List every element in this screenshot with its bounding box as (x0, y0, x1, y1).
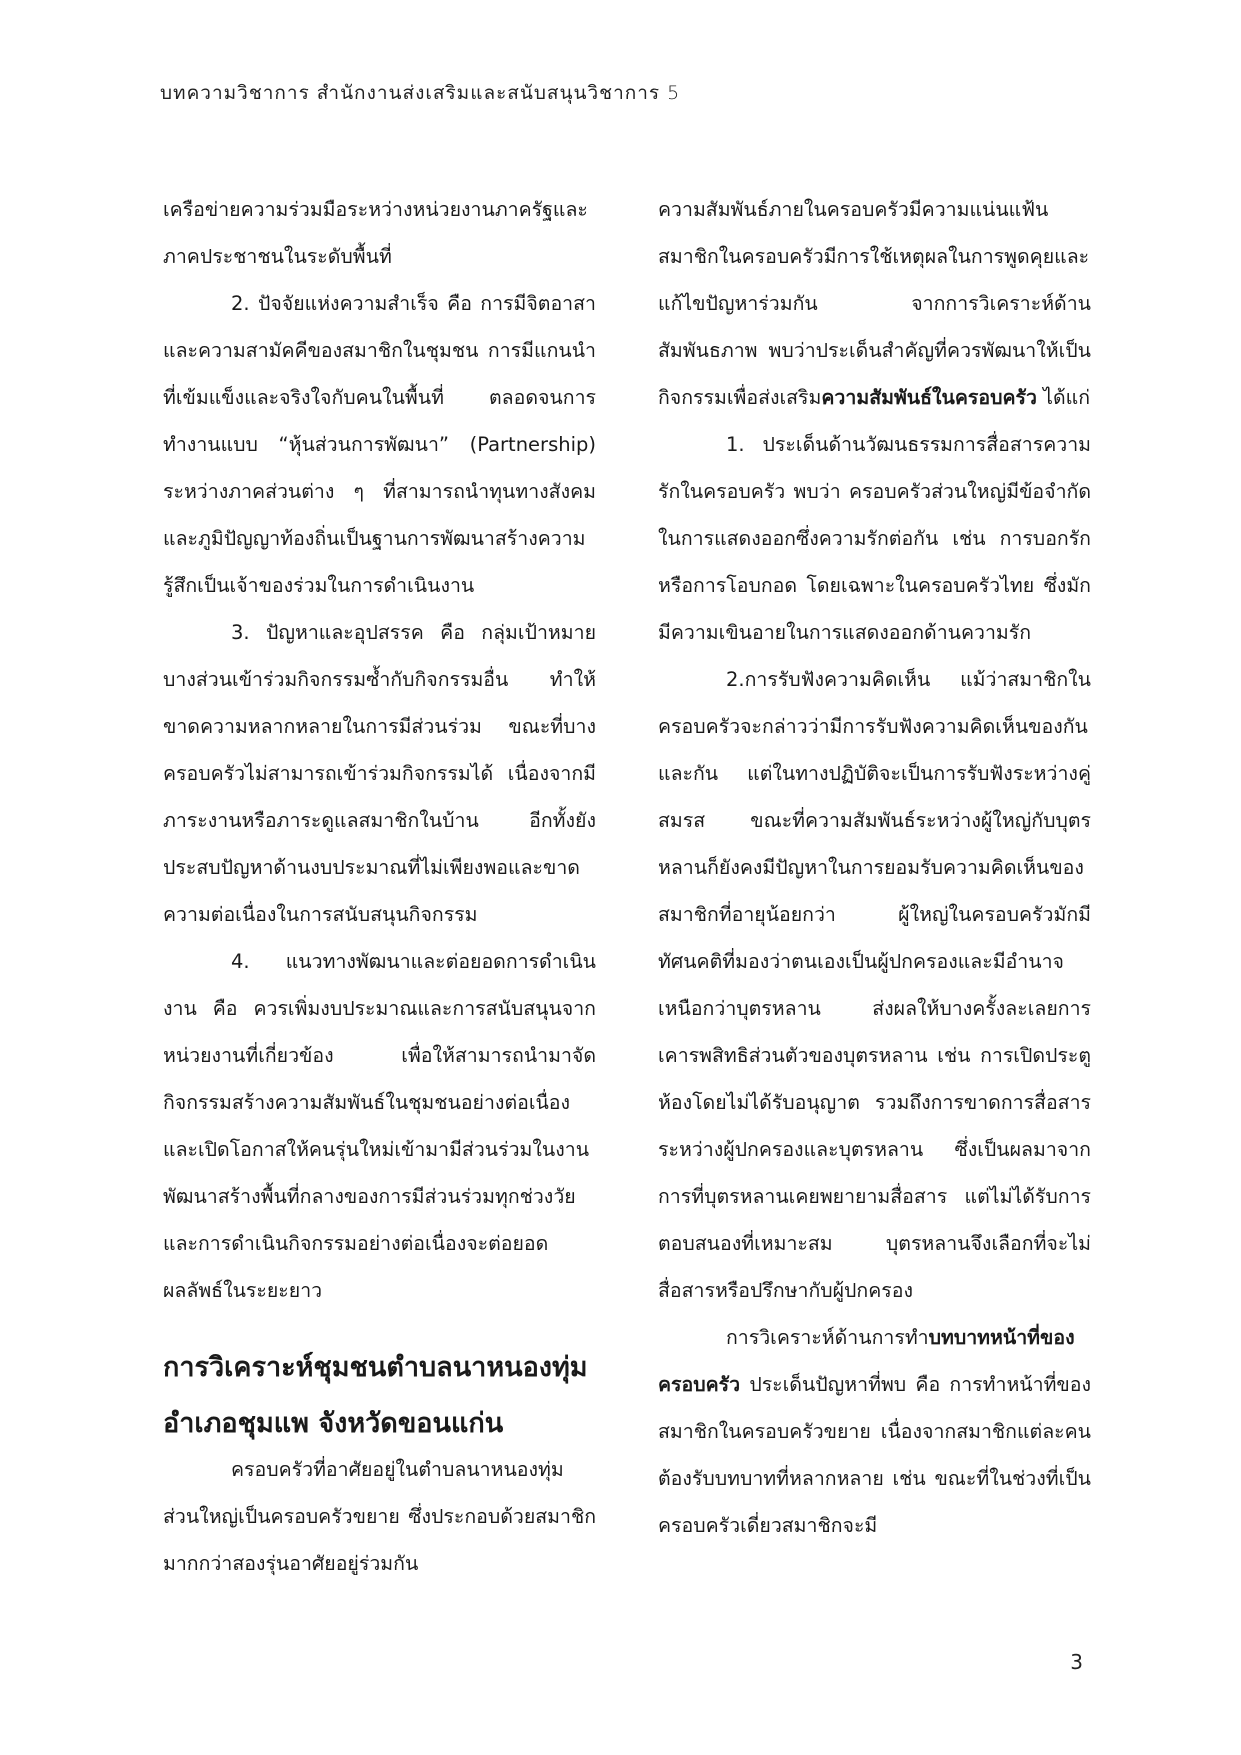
paragraph: 4. แนวทางพัฒนาและต่อยอดการดำเนินงาน คือ ควรเพิ่มงบประมาณและการสนับสนุนจากหน่วยงานที่เกี่ยวข้อง เพื่อให้สามารถนำมาจัดกิจกรรมสร้างความสัมพันธ์ในชุมชนอย่างต่อเนื่อง และเปิดโอกาสให้คนรุ่นใหม่เข้ามามีส่วนร่วมในงานพัฒนาสร้างพื้นที่กลางของการมีส่วนร่วมทุกช่วงวัย และการดำเนินกิจกรรมอย่างต่อเนื่องจะต่อยอดผลลัพธ์ในระยะยาว (163, 950, 596, 1302)
left-column (163, 186, 596, 1587)
paragraph: 3. ปัญหาและอุปสรรค คือ กลุ่มเป้าหมายบางส่วนเข้าร่วมกิจกรรมซ้ำกับกิจกรรมอื่น ทำให้ขาดความหลากหลายในการมีส่วนร่วม ขณะที่บางครอบครัวไม่สามารถเข้าร่วมกิจกรรมได้ เนื่องจากมีภาระงานหรือภาระดูแลสมาชิกในบ้าน อีกทั้งยังประสบปัญหาด้านงบประมาณที่ไม่เพียงพอและขาดความต่อเนื่องในการสนับสนุนกิจกรรม (163, 621, 596, 926)
paragraph: ครอบครัวที่อาศัยอยู่ในตำบลนาหนองทุ่มส่วนใหญ่เป็นครอบครัวขยาย ซึ่งประกอบด้วยสมาชิกมากกว่าสองรุ่นอาศัยอยู่ร่วมกัน (163, 1458, 596, 1575)
bold-phrase: บทบาทหน้าที่ของครอบครัว (658, 1326, 1075, 1396)
section-heading: การวิเคราะห์ชุมชนตำบลนาหนองทุ่ม อำเภอชุมแพ จังหวัดขอนแก่น (163, 1352, 588, 1439)
right-column (658, 186, 1091, 1549)
paragraph: 1. ประเด็นด้านวัฒนธรรมการสื่อสารความรักในครอบครัว พบว่า ครอบครัวส่วนใหญ่มีข้อจำกัดในการแสดงออกซึ่งความรักต่อกัน เช่น การบอกรักหรือการโอบกอด โดยเฉพาะในครอบครัวไทย ซึ่งมักมีความเขินอายในการแสดงออกด้านความรัก (658, 433, 1091, 644)
paragraph: 2.การรับฟังความคิดเห็น แม้ว่าสมาชิกในครอบครัวจะกล่าวว่ามีการรับฟังความคิดเห็นของกันและกัน แต่ในทางปฏิบัติจะเป็นการรับฟังระหว่างคู่สมรส ขณะที่ความสัมพันธ์ระหว่างผู้ใหญ่กับบุตรหลานก็ยังคงมีปัญหาในการยอมรับความคิดเห็นของสมาชิกที่อายุน้อยกว่า ผู้ใหญ่ในครอบครัวมักมีทัศนคติที่มองว่าตนเองเป็นผู้ปกครองและมีอำนาจเหนือกว่าบุตรหลาน ส่งผลให้บางครั้งละเลยการเคารพสิทธิส่วนตัวของบุตรหลาน เช่น การเปิดประตูห้องโดยไม่ได้รับอนุญาต รวมถึงการขาดการสื่อสารระหว่างผู้ปกครองและบุตรหลาน ซึ่งเป็นผลมาจากการที่บุตรหลานเคยพยายามสื่อสาร แต่ไม่ได้รับการตอบสนองที่เหมาะสม บุตรหลานจึงเลือกที่จะไม่สื่อสารหรือปรึกษากับผู้ปกครอง (658, 668, 1091, 1302)
paragraph-text: ประเด็นปัญหาที่พบ คือ การทำหน้าที่ของสมาชิกในครอบครัวขยาย เนื่องจากสมาชิกแต่ละคนต้องรับบทบาทที่หลากหลาย เช่น ขณะที่ในช่วงที่เป็นครอบครัวเดี่ยวสมาชิกจะมี (658, 1373, 1091, 1537)
paragraph (658, 186, 1091, 421)
paragraph: เครือข่ายความร่วมมือระหว่างหน่วยงานภาครัฐและภาคประชาชนในระดับพื้นที่ (163, 198, 588, 268)
paragraph-text: ความสัมพันธ์ภายในครอบครัวมีความแน่นแฟ้น สมาชิกในครอบครัวมีการใช้เหตุผลในการพูดคุยและแก้ไขปัญหาร่วมกัน จากการวิเคราะห์ด้านสัมพันธภาพ พบว่าประเด็นสำคัญที่ควรพัฒนาให้เป็นกิจกรรมเพื่อส่งเสริม (658, 198, 1091, 409)
paragraph-text: การวิเคราะห์ด้านการทำ (726, 1326, 929, 1349)
bold-phrase: ความสัมพันธ์ในครอบครัว (821, 386, 1037, 409)
paragraph: 2. ปัจจัยแห่งความสำเร็จ คือ การมีจิตอาสาและความสามัคคีของสมาชิกในชุมชน การมีแกนนำที่เข้มแข็งและจริงใจกับคนในพื้นที่ ตลอดจนการทำงานแบบ “หุ้นส่วนการพัฒนา” (Partnership) ระหว่างภาคส่วนต่าง ๆ ที่สามารถนำทุนทางสังคมและภูมิปัญญาท้องถิ่นเป็นฐานการพัฒนาสร้างความรู้สึกเป็นเจ้าของร่วมในการดำเนินงาน (163, 292, 596, 597)
paragraph (658, 1314, 1091, 1549)
paragraph-text: ได้แก่ (1036, 386, 1091, 409)
page-number: 3 (1070, 1650, 1083, 1674)
running-header: บทความวิชาการ สำนักงานส่งเสริมและสนับสนุนวิชาการ 5 (160, 82, 681, 104)
